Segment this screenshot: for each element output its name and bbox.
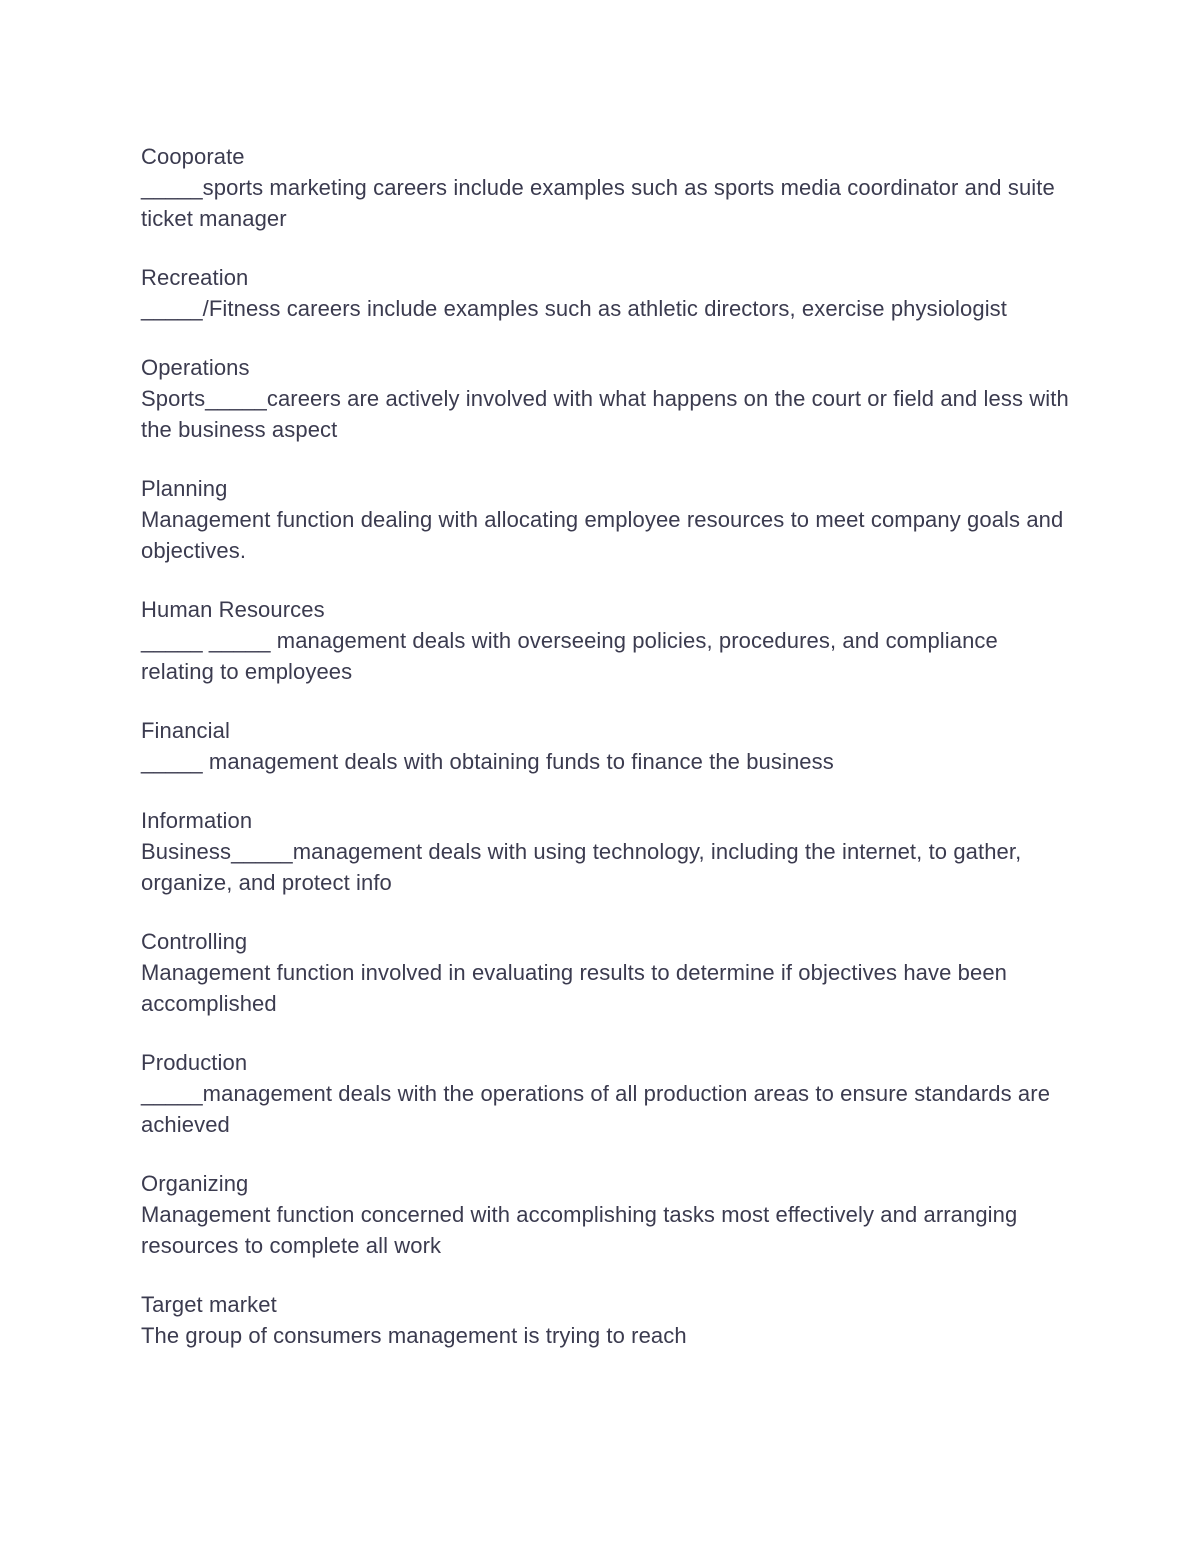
flashcard-entry — [141, 1047, 1071, 1140]
definition-text: _____/Fitness careers include examples such as athletic directors, exercise physiologist — [141, 296, 1007, 321]
term-text: Human Resources — [141, 597, 325, 622]
flashcard-entry — [141, 141, 1071, 234]
flashcard-entry — [141, 805, 1071, 898]
flashcard-entry — [141, 926, 1071, 1019]
flashcard-entry — [141, 715, 1071, 777]
term-text: Information — [141, 808, 253, 833]
flashcard-entry — [141, 473, 1071, 566]
definition-text: _____sports marketing careers include examples such as sports media coordinator and suite ticket manager — [141, 175, 1062, 231]
flashcard-entry — [141, 1168, 1071, 1261]
term-text: Production — [141, 1050, 248, 1075]
definition-text: Management function involved in evaluating results to determine if objectives have been accomplished — [141, 960, 1014, 1016]
term-text: Controlling — [141, 929, 248, 954]
term-text: Target market — [141, 1292, 277, 1317]
flashcard-entry — [141, 352, 1076, 445]
flashcard-entry — [141, 594, 1071, 687]
definition-text: Management function concerned with accomplishing tasks most effectively and arranging resources to complete all work — [141, 1202, 1024, 1258]
term-text: Organizing — [141, 1171, 249, 1196]
definition-text: _____ management deals with obtaining funds to finance the business — [141, 749, 834, 774]
document-page — [141, 141, 1076, 1379]
term-text: Financial — [141, 718, 230, 743]
definition-text: Sports_____careers are actively involved with what happens on the court or field and less with the business aspect — [141, 386, 1076, 442]
definition-text: The group of consumers management is trying to reach — [141, 1323, 687, 1348]
definition-text: Management function dealing with allocating employee resources to meet company goals and objectives. — [141, 507, 1070, 563]
term-text: Planning — [141, 476, 228, 501]
term-text: Operations — [141, 355, 250, 380]
definition-text: Business_____management deals with using technology, including the internet, to gather, organize, and protect info — [141, 839, 1028, 895]
term-text: Recreation — [141, 265, 249, 290]
definition-text: _____management deals with the operations of all production areas to ensure standards are achieved — [141, 1081, 1057, 1137]
flashcard-entry — [141, 262, 1071, 324]
term-text: Cooporate — [141, 144, 245, 169]
flashcard-entry — [141, 1289, 1071, 1351]
definition-text: _____ _____ management deals with overseeing policies, procedures, and compliance relating to employees — [141, 628, 1005, 684]
